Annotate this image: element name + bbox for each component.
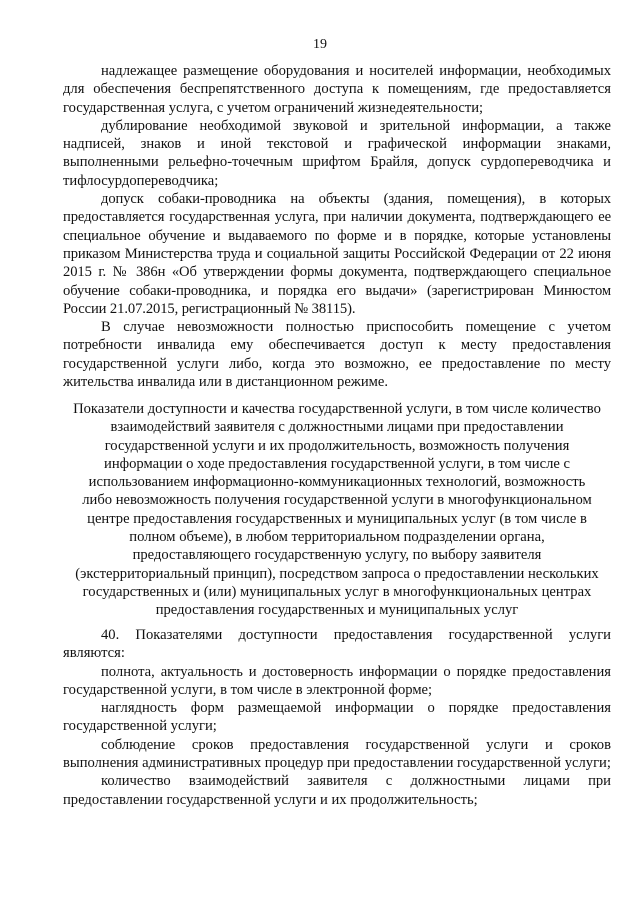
- heading-line: либо невозможность получения государственной услуги в многофункциональном: [82, 492, 592, 509]
- heading-line: (экстерриториальный принцип), посредством запроса о предоставлении нескольких: [75, 565, 599, 582]
- paragraph-information-completeness: полнота, актуальность и достоверность информации о порядке предоставления государственной услуги, в том числе в электронной форме;: [63, 663, 611, 698]
- heading-line: государственных и (или) муниципальных услуг в многофункциональных центрах: [82, 583, 592, 600]
- heading-line: Показатели доступности и качества государственной услуги, в том числе количество: [73, 401, 601, 417]
- page-number: 19: [313, 37, 327, 52]
- heading-line: предоставления государственных и муниципальных услуг: [155, 602, 519, 619]
- accessibility-requirements-section: [63, 62, 611, 391]
- heading-line: использованием информационно-коммуникационных технологий, возможность: [88, 474, 586, 491]
- heading-line: предоставляющего государственную услугу, по выбору заявителя: [132, 547, 542, 564]
- paragraph-guide-dog-access: допуск собаки-проводника на объекты (здания, помещения), в которых предоставляется государственная услуга, при наличии документа, подтверждающего ее специальное обучение и выдаваемого по форме и в порядке, которые установлены приказом Министерства труда и социальной защиты Российской Федерации от 22 июня 2015 г. № 386н «Об утверждении формы документа, подтверждающего специальное обучение собаки-проводника, и порядка его выдачи» (зарегистрирован Минюстом России 21.07.2015, регистрационный № 38115).: [63, 191, 611, 317]
- paragraph-form-clarity: наглядность форм размещаемой информации о порядке предоставления государственной услуги;: [63, 700, 611, 735]
- heading-line: взаимодействий заявителя с должностными лицами при предоставлении: [110, 419, 564, 436]
- paragraph-interaction-count: количество взаимодействий заявителя с должностными лицами при предоставлении государственной услуги и их продолжительность;: [63, 773, 611, 808]
- paragraph-equipment-placement: надлежащее размещение оборудования и носителей информации, необходимых для обеспечения беспрепятственного доступа к помещениям, где предоставляется государственная услуга, с учетом ограничений жизнедеятельности;: [63, 63, 611, 116]
- paragraph-impossibility-case: В случае невозможности полностью приспособить помещение с учетом потребности инвалида ему обеспечивается доступ к месту предоставления государственной услуги либо, когда это возможно, ее предоставление по месту жительства инвалида или в дистанционном режиме.: [63, 319, 611, 391]
- paragraph-deadline-compliance: соблюдение сроков предоставления государственной услуги и сроков выполнения административных процедур при предоставлении государственной услуги;: [63, 736, 611, 772]
- accessibility-indicators-section: [63, 626, 611, 809]
- heading-line: полном объеме), в любом территориальном подразделении органа,: [129, 529, 545, 546]
- paragraph-item-40: 40. Показателями доступности предоставления государственной услуги являются:: [63, 627, 611, 662]
- heading-line: центре предоставления государственных и муниципальных услуг (в том числе в: [87, 510, 587, 527]
- heading-line: информации о ходе предоставления государственной услуги, в том числе с: [104, 455, 570, 472]
- section-heading: [63, 400, 611, 620]
- heading-line: государственной услуги и их продолжительность, возможность получения: [104, 437, 570, 454]
- paragraph-information-duplication: дублирование необходимой звуковой и зрительной информации, а также надписей, знаков и иной текстовой и графической информации знаками, выполненными рельефно-точечным шрифтом Брайля, допуск сурдопереводчика и тифлосурдопереводчика;: [63, 117, 611, 189]
